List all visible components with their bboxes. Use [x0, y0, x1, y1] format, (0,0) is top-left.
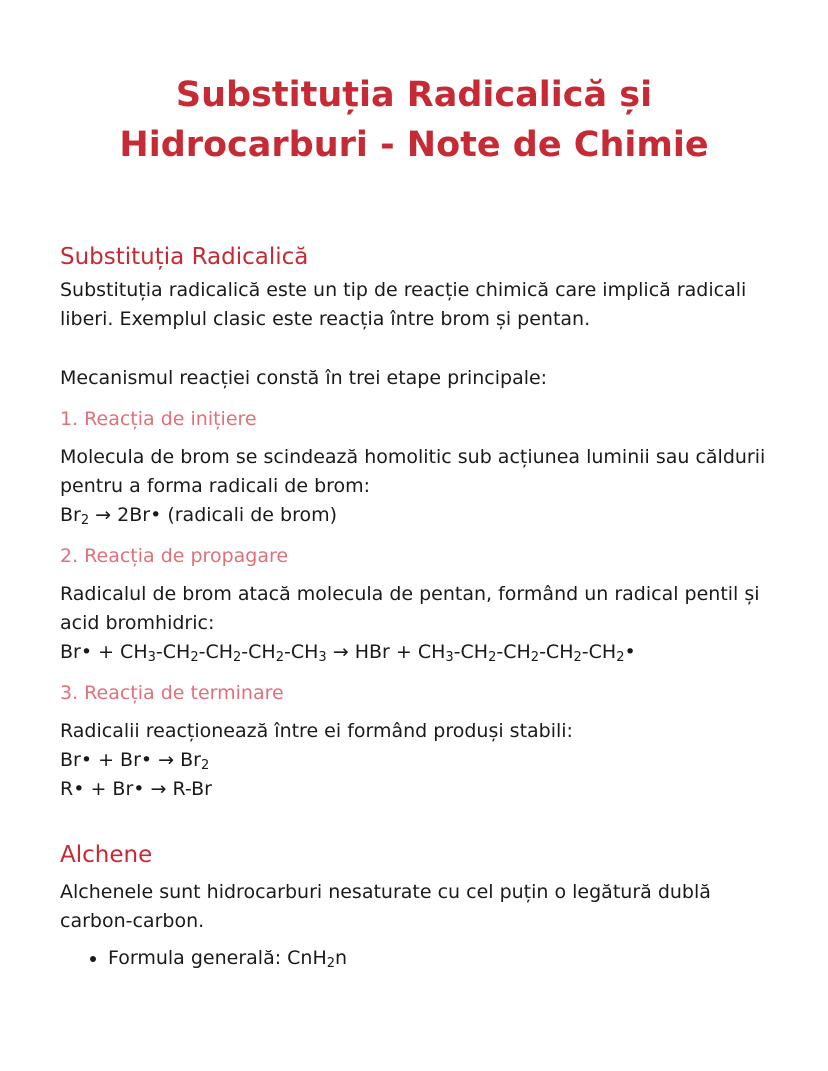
alkenes-bullet-list — [60, 944, 768, 973]
bullet-subscript: 2 — [326, 956, 336, 971]
equation-subscript: 2 — [275, 650, 284, 665]
section-intro-paragraph: Substituția radicalică este un tip de reacție chimică care implică radicali liberi. Exemplul clasic este reacția între brom și pentan. — [60, 279, 747, 330]
equation-part: -CH — [581, 641, 617, 663]
equation-propagation — [60, 638, 768, 667]
equation-part: Br• + Br• → Br — [60, 749, 201, 771]
bullet-part: Formula generală: CnH — [108, 947, 327, 969]
equation-initiation — [60, 501, 768, 530]
equation-part: -CH — [453, 641, 489, 663]
equation-subscript: 3 — [445, 650, 454, 665]
equation-part: -CH — [496, 641, 531, 663]
step-text-initiation: Molecula de brom se scindează homolitic sub acțiunea luminii sau căldurii pentru a forma radicali de brom: — [60, 446, 766, 497]
equation-subscript: 2 — [200, 758, 210, 773]
step-heading-initiation: 1. Reacția de inițiere — [60, 408, 257, 430]
equation-part: Br• + CH — [60, 641, 148, 663]
equation-subscript: 2 — [190, 650, 199, 665]
equation-subscript: 3 — [147, 650, 156, 665]
equation-subscript: 2 — [488, 650, 497, 665]
alkenes-intro-paragraph: Alchenele sunt hidrocarburi nesaturate cu cel puțin o legătură dublă carbon-carbon. — [60, 881, 711, 932]
equation-subscript: 3 — [318, 650, 327, 665]
step-text-propagation: Radicalul de brom atacă molecula de pentan, formând un radical pentil și acid bromhidric: — [60, 583, 760, 634]
step-heading-propagation: 2. Reacția de propagare — [60, 545, 289, 567]
equation-part: → 2Br• (radicali de brom) — [89, 504, 338, 526]
equation-part: • — [624, 641, 636, 663]
page-title: Substituția Radicalică și Hidrocarburi - Note de Chimie — [119, 75, 709, 165]
equation-part: -CH — [198, 641, 234, 663]
step-heading-termination: 3. Reacția de terminare — [60, 682, 284, 704]
list-item — [108, 944, 768, 973]
equation-part: -CH — [284, 641, 319, 663]
equation-subscript: 2 — [616, 650, 625, 665]
equation-part: → HBr + CH — [326, 641, 446, 663]
equation-part: Br — [60, 504, 81, 526]
equation-part: -CH — [155, 641, 191, 663]
equation-part: -CH — [241, 641, 276, 663]
equation-subscript: 2 — [233, 650, 242, 665]
mechanism-paragraph: Mecanismul reacției constă în trei etape principale: — [60, 367, 548, 389]
equation-subscript: 2 — [80, 513, 90, 528]
section-heading-radical-substitution: Substituția Radicalică — [60, 244, 309, 270]
equation-subscript: 2 — [530, 650, 540, 665]
step-text-termination: Radicalii reacționează între ei formând produși stabili: — [60, 720, 573, 742]
bullet-part: n — [335, 947, 348, 969]
equation-subscript: 2 — [573, 650, 582, 665]
equation-part: -CH — [539, 641, 574, 663]
section-heading-alkenes: Alchene — [60, 842, 153, 868]
equation-termination-1 — [60, 746, 768, 775]
equation-termination-2: R• + Br• → R-Br — [60, 778, 212, 800]
